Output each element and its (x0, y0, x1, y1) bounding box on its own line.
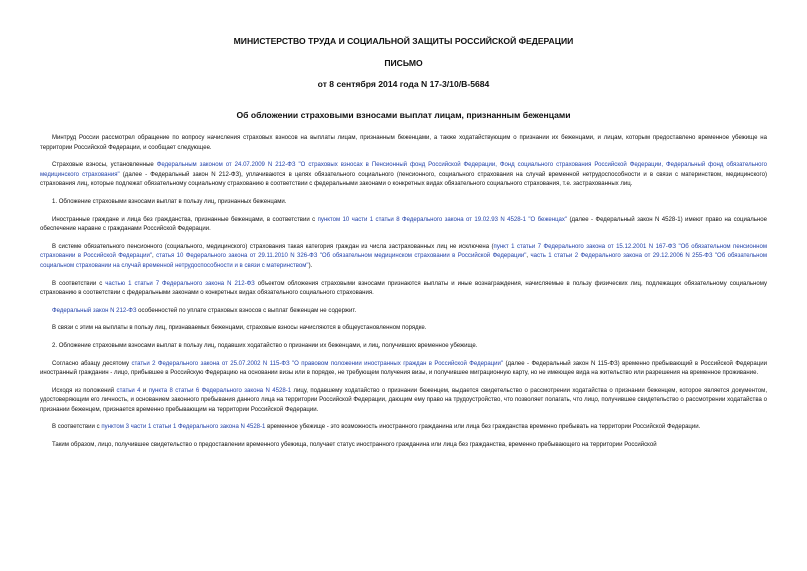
paragraph-text: Иностранные граждане и лица без гражданства, признанные беженцами, в соответствии с (52, 216, 318, 223)
paragraph-text: объектом обложения страховыми взносами признаются выплаты и иные вознаграждения, начисляемые в пользу физических лиц, подлежащих обязательному социальному страхованию в соответствии с федеральными законами о конкретных видах обязательного социального страхования. (40, 280, 767, 297)
paragraph-text: временное убежище - это возможность иностранного гражданина или лица без гражданства временно пребывать на территории Российской Федерации. (265, 424, 701, 431)
document-type-heading: ПИСЬМО (384, 58, 423, 68)
paragraph-text: (далее - Федеральный закон N 212-ФЗ), уплачиваются в целях обязательного социального (пенсионного, социального страхования на случай временной нетрудоспособности и в связи с материнством, медицинского) страхования лиц, которые подлежат обязательному социальному страхованию в соответствии с федеральными законами о конкретных видах обязательного социального страхования, т.е. застрахованных лиц. (40, 171, 767, 188)
section-heading-refugees: 1. Обложение страховыми взносами выплат в пользу лиц, признанных беженцами. (52, 198, 287, 205)
paragraph-text: (далее - Федеральный закон N 4528-1) имеют право на социальное обеспечение наравне с гражданами Российской Федерации. (40, 216, 767, 233)
law-link-326fz[interactable]: статья 10 Федерального закона от 29.11.2010 N 326-ФЗ "Об обязательном медицинском страховании в Российской Федерации" (156, 253, 527, 260)
paragraph-text: Согласно абзацу десятому (52, 360, 132, 367)
paragraph-temporary-stay (40, 360, 767, 379)
law-link-212fz-art7[interactable]: частью 1 статьи 7 Федерального закона N 212-ФЗ (105, 280, 255, 287)
paragraph-text: ). (308, 262, 313, 269)
ministry-heading: МИНИСТЕРСТВО ТРУДА И СОЦИАЛЬНОЙ ЗАЩИТЫ РОССИЙСКОЙ ФЕДЕРАЦИИ (233, 36, 574, 46)
paragraph-taxation-object (40, 280, 767, 299)
paragraph-text: (далее - Федеральный закон N 115-ФЗ) временно пребывающий в Российской Федерации иностранный гражданин - лицо, прибывшее в Российскую Федерацию на основании визы или в порядке, не требующем получения визы, и получившее миграционную карту, но не имеющее вида на жительство или разрешения на временное проживание. (40, 360, 768, 377)
paragraph-text: лицу, подавшему ходатайство о признании беженцем, выдается свидетельство о рассмотрении ходатайства о признании беженцем, которое является документом, удостоверяющим его личность, и основанием законного пребывания данного лица на территории Российской Федерации, дающим ему право на трудоустройство, что позволяет полагать, что лицо, получившее свидетельство о рассмотрении ходатайства о признании беженцем, признается временно пребывающим на территории Российской Федерации. (40, 387, 768, 413)
paragraph-certificate (40, 387, 767, 416)
paragraph-text: особенностей по уплате страховых взносов с выплат беженцам не содержит. (136, 307, 357, 314)
paragraph-conclusion: Таким образом, лицо, получившее свидетельство о предоставлении временного убежища, получает статус иностранного гражданина или лица без гражданства, временно пребывающего на территории Российской (52, 442, 657, 449)
paragraph-general-procedure: В связи с этим на выплаты в пользу лиц, признаваемых беженцами, страховые взносы начисляются в общеустановленном порядке. (52, 325, 427, 332)
law-link-4528-1-art6[interactable]: пункта 8 статьи 6 Федерального закона N 4528-1 (148, 387, 292, 394)
paragraph-text: В соответствии с (52, 280, 106, 287)
law-link-255fz[interactable]: часть 1 статьи 2 Федерального закона от 29.12.2006 N 255-ФЗ "Об обязательном социальном страховании на случай временной нетрудоспособности и в связи с материнством" (40, 253, 767, 269)
paragraph-text: , (152, 253, 157, 260)
law-link-4528-1[interactable]: пунктом 10 части 1 статьи 8 Федерального закона от 19.02.93 N 4528-1 "О беженцах" (317, 216, 568, 223)
paragraph-text: В соответствии с (52, 424, 102, 431)
law-link-4528-1-art1[interactable]: пунктом 3 части 1 статьи 1 Федерального закона N 4528-1 (101, 424, 266, 431)
paragraph-refugee-rights (40, 216, 767, 235)
document-body (40, 134, 767, 451)
paragraph-text: Исходя из положений (52, 387, 117, 394)
law-link-115fz[interactable]: статьи 2 Федерального закона от 25.07.2002 N 115-ФЗ "О правовом положении иностранных граждан в Российской Федерации" (131, 360, 504, 367)
document-subject-title: Об обложении страховыми взносами выплат лицам, признанным беженцами (236, 110, 571, 120)
law-link-212fz[interactable]: Федеральным законом от 24.07.2009 N 212-ФЗ "О страховых взносах в Пенсионный фонд Российской Федерации, Фонд социального страхования Российской Федерации, Федеральный фонд обязательного медицинского страхования" (40, 162, 767, 178)
document-date-number: от 8 сентября 2014 года N 17-3/10/В-5684 (317, 79, 490, 89)
paragraph-text: В системе обязательного пенсионного (социального, медицинского) страхования такая категория граждан из числа застрахованных лиц не исключена ( (52, 243, 494, 250)
paragraph-no-special-rules (40, 307, 767, 317)
paragraph-temporary-asylum (40, 423, 767, 433)
paragraph-text: Страховые взносы, установленные (52, 162, 157, 169)
law-link-212fz-short[interactable]: Федеральный закон N 212-ФЗ (52, 307, 137, 314)
paragraph-intro: Минтруд России рассмотрел обращение по вопросу начисления страховых взносов на выплаты лицам, признанным беженцами, а также ходатайствующим о признании их беженцами, и лицам, которым предоставлено временное убежище на территории Российской Федерации, и сообщает следующее. (40, 135, 767, 151)
law-link-167fz[interactable]: пункт 1 статьи 7 Федерального закона от 15.12.2001 N 167-ФЗ "Об обязательном пенсионном страховании в Российской Федерации" (40, 243, 767, 260)
paragraph-text: и (140, 387, 149, 394)
paragraph-text: , (526, 253, 531, 260)
paragraph-insurance-contributions (40, 161, 767, 190)
law-link-art4[interactable]: статьи 4 (116, 387, 141, 394)
paragraph-insurance-system (40, 243, 767, 272)
section-heading-applicants: 2. Обложение страховыми взносами выплат в пользу лиц, подавших ходатайство о признании их беженцами, и лиц, получивших временное убежище. (52, 342, 478, 349)
